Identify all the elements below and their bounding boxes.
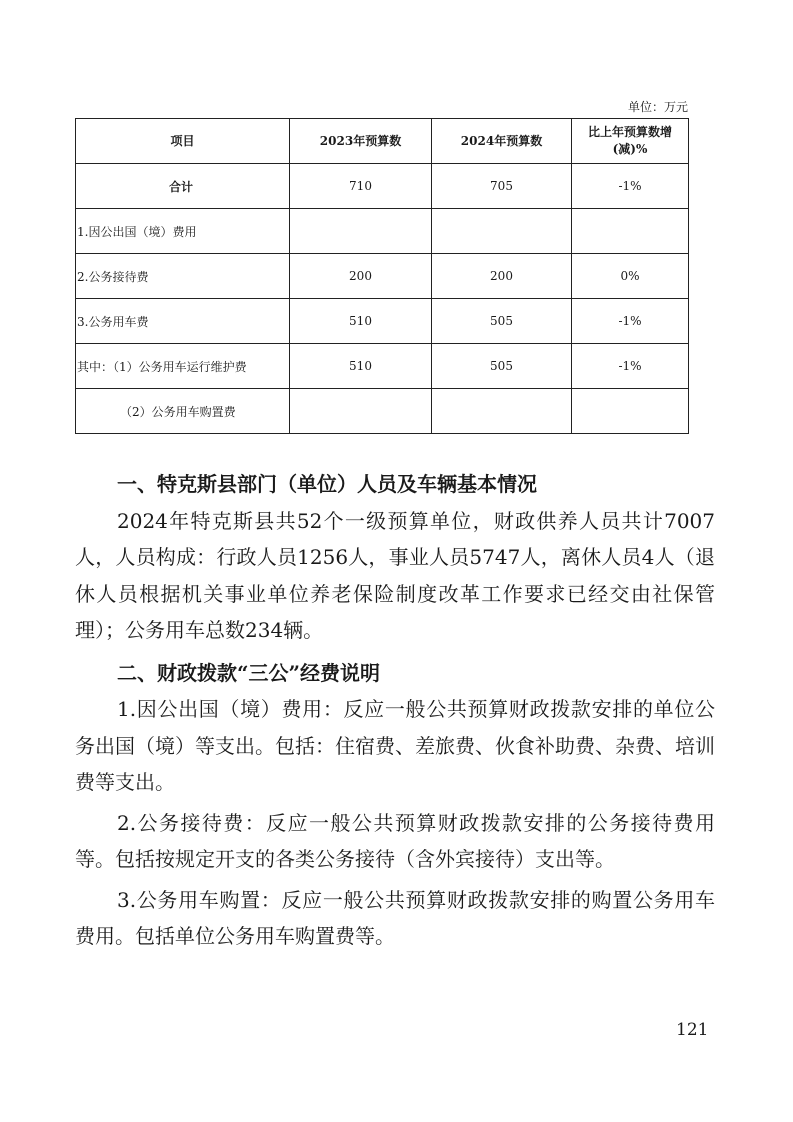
row-change: 0% bbox=[572, 254, 689, 299]
row-name: 3.公务用车费 bbox=[76, 299, 290, 344]
section-1-paragraph: 2024年特克斯县共52个一级预算单位，财政供养人员共计7007人，人员构成：行政人员1256人，事业人员5747人，离休人员4人（退休人员根据机关事业单位养老保险制度改革工作要求已经交由社保管理）；公务用车总数234辆。 bbox=[75, 508, 715, 642]
table-row bbox=[76, 209, 689, 254]
row-2023: 510 bbox=[290, 344, 432, 389]
row-name: 合计 bbox=[76, 164, 290, 209]
row-2023: 200 bbox=[290, 254, 432, 299]
table-header-row bbox=[76, 119, 689, 164]
row-name: （2）公务用车购置费 bbox=[76, 389, 290, 434]
page-number: 121 bbox=[676, 1020, 709, 1040]
section-2-paragraph-3: 3.公务用车购置：反应一般公共预算财政拨款安排的购置公务用车费用。包括单位公务用车购置费等。 bbox=[75, 887, 715, 948]
row-2024: 200 bbox=[432, 254, 572, 299]
row-name: 2.公务接待费 bbox=[76, 254, 290, 299]
header-change: 比上年预算数增(减)% bbox=[572, 119, 689, 164]
unit-label: 单位：万元 bbox=[627, 100, 688, 114]
row-change: -1% bbox=[572, 299, 689, 344]
table-row bbox=[76, 344, 689, 389]
header-2023: 2023年预算数 bbox=[290, 119, 432, 164]
section-heading-2: 二、财政拨款“三公”经费说明 bbox=[117, 660, 381, 685]
row-change: -1% bbox=[572, 164, 689, 209]
header-item: 项目 bbox=[76, 119, 290, 164]
body-text bbox=[75, 466, 715, 955]
row-2024 bbox=[432, 209, 572, 254]
row-2023 bbox=[290, 389, 432, 434]
row-2023 bbox=[290, 209, 432, 254]
row-change bbox=[572, 209, 689, 254]
header-2024: 2024年预算数 bbox=[432, 119, 572, 164]
table-row bbox=[76, 164, 689, 209]
table-row bbox=[76, 389, 689, 434]
row-change: -1% bbox=[572, 344, 689, 389]
row-2023: 510 bbox=[290, 299, 432, 344]
row-name: 1.因公出国（境）费用 bbox=[76, 209, 290, 254]
row-2023: 710 bbox=[290, 164, 432, 209]
row-2024 bbox=[432, 389, 572, 434]
row-2024: 705 bbox=[432, 164, 572, 209]
row-name: 其中：（1）公务用车运行维护费 bbox=[76, 344, 290, 389]
table-row bbox=[76, 254, 689, 299]
section-2-paragraph-2: 2.公务接待费：反应一般公共预算财政拨款安排的公务接待费用等。包括按规定开支的各类公务接待（含外宾接待）支出等。 bbox=[75, 810, 715, 871]
row-2024: 505 bbox=[432, 299, 572, 344]
row-change bbox=[572, 389, 689, 434]
section-2-paragraph-1: 1.因公出国（境）费用：反应一般公共预算财政拨款安排的单位公务出国（境）等支出。包括：住宿费、差旅费、伙食补助费、杂费、培训费等支出。 bbox=[75, 697, 715, 794]
section-heading-1: 一、特克斯县部门（单位）人员及车辆基本情况 bbox=[117, 472, 537, 496]
table-row bbox=[76, 299, 689, 344]
row-2024: 505 bbox=[432, 344, 572, 389]
budget-table bbox=[75, 118, 689, 434]
